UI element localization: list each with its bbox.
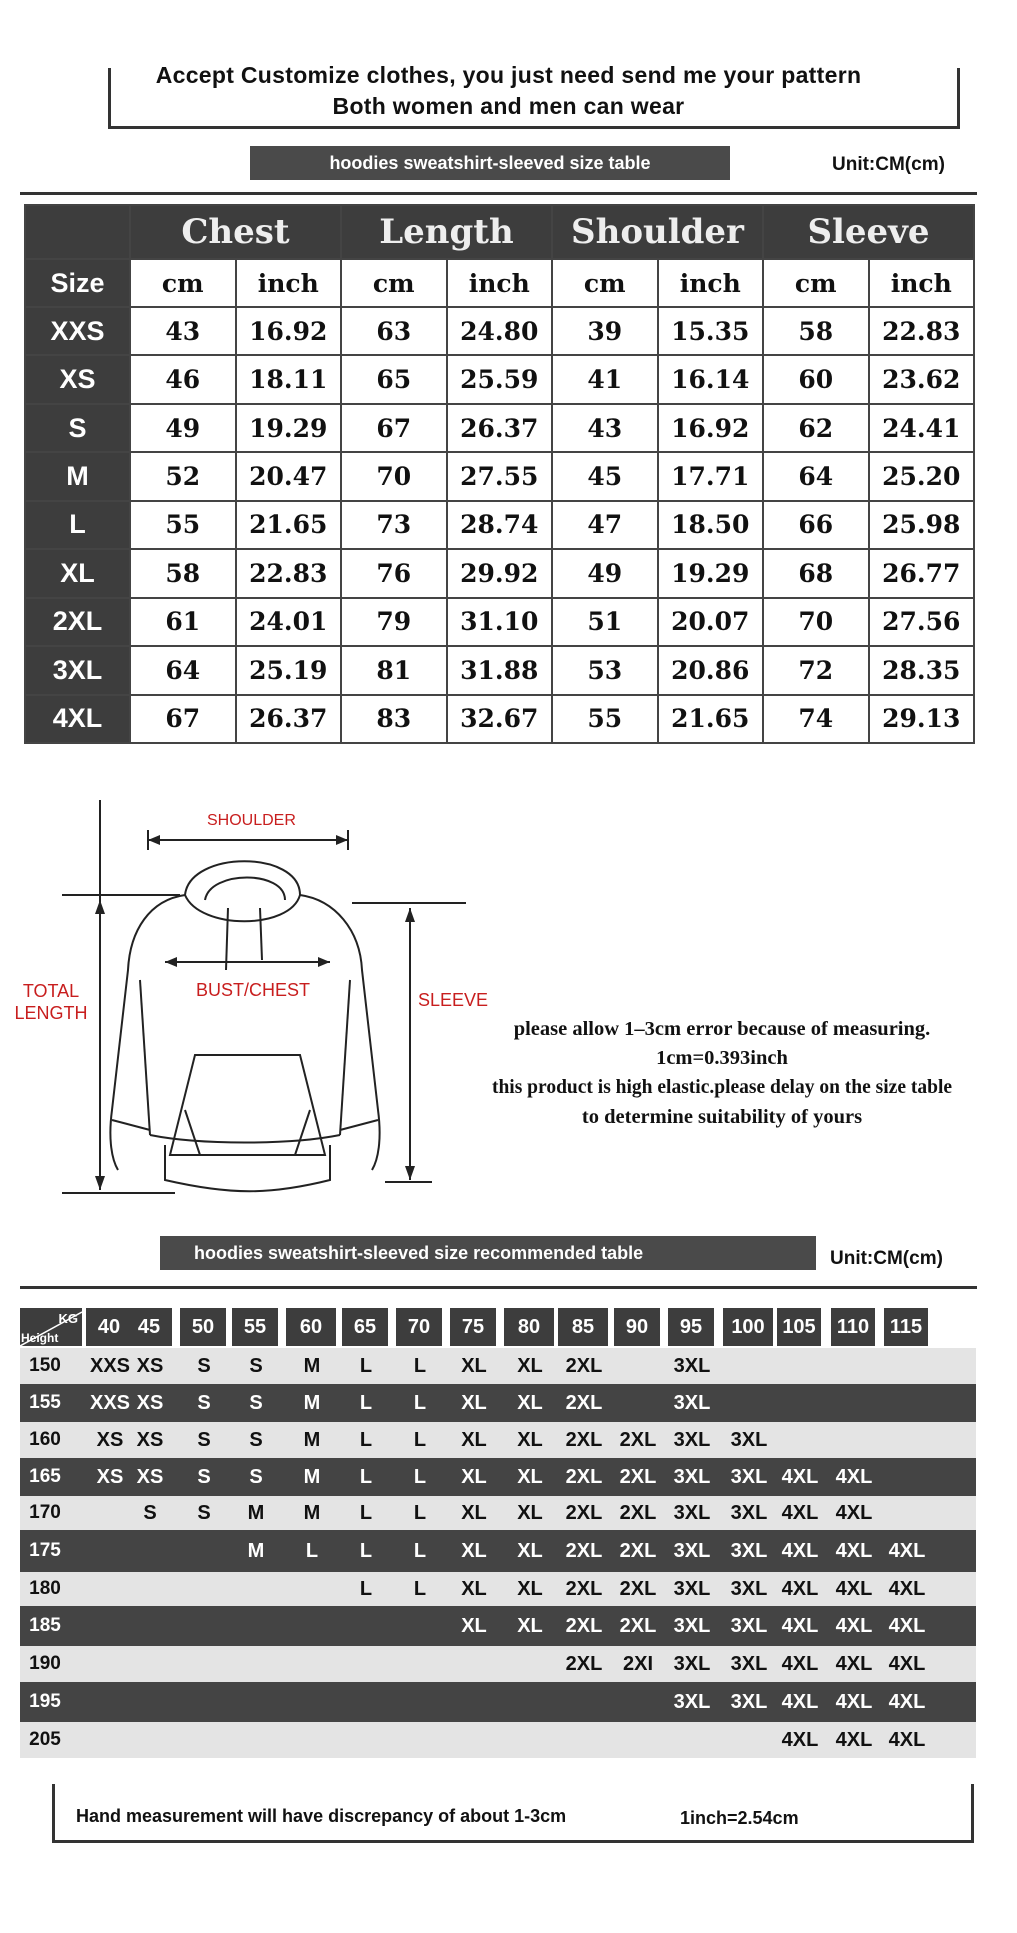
table-cell: XS <box>136 1428 164 1451</box>
table-cell: 47 <box>552 501 658 549</box>
table-cell: 4XL <box>781 1614 819 1637</box>
table-cell: 2XL <box>565 1501 603 1524</box>
weight-header: 115 <box>884 1308 928 1346</box>
table-row <box>25 501 974 549</box>
table-cell: 3XL <box>673 1539 711 1562</box>
table-cell: 4XL <box>835 1465 873 1488</box>
table-cell: 3XL <box>673 1501 711 1524</box>
table-cell: 25.98 <box>869 501 975 549</box>
table-cell: 2XL <box>565 1354 603 1377</box>
table-cell: 76 <box>341 549 447 597</box>
table-cell: 4XL <box>835 1539 873 1562</box>
unit-header-inch: inch <box>869 259 975 307</box>
weight-header: 100 <box>723 1308 773 1346</box>
table-cell: 4XL <box>888 1614 926 1637</box>
table-cell: 4XL <box>835 1652 873 1675</box>
table-cell: 53 <box>552 646 658 694</box>
table-row <box>25 307 974 355</box>
table-cell: 2XL <box>619 1539 657 1562</box>
table-cell: L <box>359 1354 373 1377</box>
table-cell: M <box>303 1354 321 1377</box>
table-row <box>25 549 974 597</box>
table-cell: 3XL <box>673 1652 711 1675</box>
table-cell: XL <box>517 1577 543 1600</box>
table-cell: XL <box>461 1577 487 1600</box>
header-line-2: Both women and men can wear <box>332 93 685 119</box>
table-cell: 3XL <box>730 1539 768 1562</box>
table-cell: L <box>305 1539 319 1562</box>
table-cell: 26.37 <box>236 695 342 744</box>
table-cell: 70 <box>341 452 447 500</box>
table-cell: 60 <box>763 355 869 403</box>
table-cell: 4XL <box>888 1728 926 1751</box>
table-cell: 21.65 <box>658 695 764 744</box>
table-cell: 62 <box>763 404 869 452</box>
table-cell: 2XL <box>565 1428 603 1451</box>
header-line-1: Accept Customize clothes, you just need send me your pattern <box>155 62 862 88</box>
size-label: XXS <box>25 307 130 355</box>
table-cell: S <box>197 1465 211 1488</box>
unit-header-cm: cm <box>341 259 447 307</box>
table-cell: 26.77 <box>869 549 975 597</box>
size-table-unit-row <box>25 259 974 307</box>
table-cell: 2XL <box>619 1465 657 1488</box>
table-cell: 68 <box>763 549 869 597</box>
table-cell: 63 <box>341 307 447 355</box>
table-cell: 27.56 <box>869 598 975 646</box>
weight-header: 75 <box>450 1308 496 1346</box>
size-label: L <box>25 501 130 549</box>
table-cell: 4XL <box>781 1465 819 1488</box>
table-cell: XXS <box>89 1391 131 1414</box>
divider <box>20 1286 977 1289</box>
unit-header-inch: inch <box>236 259 342 307</box>
table-cell: XXS <box>89 1354 131 1377</box>
table-cell: 4XL <box>835 1728 873 1751</box>
unit-header-cm: cm <box>552 259 658 307</box>
size-label: 4XL <box>25 695 130 744</box>
table-cell: 29.13 <box>869 695 975 744</box>
table-cell: 3XL <box>673 1465 711 1488</box>
height-label: 205 <box>29 1729 61 1750</box>
table-cell: 74 <box>763 695 869 744</box>
bust-chest-label: BUST/CHEST <box>196 980 311 1000</box>
table-cell: 64 <box>763 452 869 500</box>
table-row <box>20 1530 976 1572</box>
table-cell: L <box>413 1577 427 1600</box>
table-cell: 4XL <box>781 1577 819 1600</box>
table-cell: 4XL <box>781 1728 819 1751</box>
weight-header-row <box>20 1308 976 1346</box>
group-header-sleeve: Sleeve <box>763 205 974 259</box>
size-label: XS <box>25 355 130 403</box>
table-cell: 66 <box>763 501 869 549</box>
table-cell: 17.71 <box>658 452 764 500</box>
table-cell: XS <box>136 1391 164 1414</box>
table-row <box>25 404 974 452</box>
table-row <box>25 598 974 646</box>
note-3: this product is high elastic.please delay on the size table <box>491 1077 953 1098</box>
table-cell: 3XL <box>730 1428 768 1451</box>
table-cell: 27.55 <box>447 452 553 500</box>
table-cell: L <box>359 1391 373 1414</box>
size-column-header: Size <box>25 259 130 307</box>
height-label: 185 <box>29 1615 61 1636</box>
size-label: 3XL <box>25 646 130 694</box>
table-cell: XS <box>96 1428 124 1451</box>
table-cell: 2XL <box>619 1501 657 1524</box>
table-cell: 24.80 <box>447 307 553 355</box>
table-cell: 20.86 <box>658 646 764 694</box>
table-cell: 45 <box>552 452 658 500</box>
weight-header: 55 <box>232 1308 278 1346</box>
table-cell: 4XL <box>888 1652 926 1675</box>
table-cell: 2XL <box>565 1391 603 1414</box>
table-cell: XL <box>517 1614 543 1637</box>
table-cell: XL <box>461 1391 487 1414</box>
table-cell: 3XL <box>730 1652 768 1675</box>
table-cell: 22.83 <box>236 549 342 597</box>
weight-header: 105 <box>777 1308 821 1346</box>
table-cell: 4XL <box>835 1690 873 1713</box>
table-cell: 58 <box>763 307 869 355</box>
table-cell: XL <box>517 1391 543 1414</box>
divider <box>20 192 977 195</box>
size-table <box>24 204 975 744</box>
height-label: 190 <box>29 1653 61 1674</box>
height-label: 155 <box>29 1392 61 1413</box>
table-cell: M <box>303 1391 321 1414</box>
table-cell: 16.14 <box>658 355 764 403</box>
table-row <box>20 1722 976 1758</box>
table-cell: L <box>359 1501 373 1524</box>
table-cell: L <box>413 1501 427 1524</box>
height-label: 150 <box>29 1355 61 1376</box>
table-cell: 83 <box>341 695 447 744</box>
table-cell: 79 <box>341 598 447 646</box>
table-cell: XS <box>136 1354 164 1377</box>
table-cell: XL <box>517 1354 543 1377</box>
weight-header: 90 <box>614 1308 660 1346</box>
table-cell: L <box>413 1465 427 1488</box>
table-cell: XL <box>517 1465 543 1488</box>
table-row <box>25 646 974 694</box>
table-cell: XS <box>96 1465 124 1488</box>
table-cell: 18.50 <box>658 501 764 549</box>
table-cell: S <box>197 1391 211 1414</box>
table-row <box>25 355 974 403</box>
table-cell: M <box>247 1539 265 1562</box>
table-cell: 24.01 <box>236 598 342 646</box>
table-cell: 4XL <box>888 1577 926 1600</box>
table-cell: M <box>303 1465 321 1488</box>
table-cell: 31.10 <box>447 598 553 646</box>
table-cell: L <box>413 1354 427 1377</box>
size-label: 2XL <box>25 598 130 646</box>
table-cell: 32.67 <box>447 695 553 744</box>
recommend-table-unit: Unit:CM(cm) <box>830 1248 943 1269</box>
table-cell: XL <box>461 1614 487 1637</box>
table-cell: M <box>303 1501 321 1524</box>
table-cell: XL <box>517 1428 543 1451</box>
table-cell: 55 <box>130 501 236 549</box>
table-cell: 2XL <box>565 1539 603 1562</box>
group-header-chest: Chest <box>130 205 341 259</box>
table-cell: 61 <box>130 598 236 646</box>
table-cell: 4XL <box>888 1539 926 1562</box>
size-label: XL <box>25 549 130 597</box>
table-cell: 23.62 <box>869 355 975 403</box>
table-cell: 18.11 <box>236 355 342 403</box>
table-cell: 3XL <box>673 1690 711 1713</box>
table-cell: XL <box>461 1539 487 1562</box>
table-cell: XL <box>461 1428 487 1451</box>
group-header-length: Length <box>341 205 552 259</box>
table-row <box>25 695 974 744</box>
table-cell: 20.47 <box>236 452 342 500</box>
table-cell: L <box>359 1465 373 1488</box>
table-cell: 3XL <box>673 1391 711 1414</box>
total-length-line-2: LENGTH <box>14 1003 88 1023</box>
table-cell: 4XL <box>781 1690 819 1713</box>
table-cell: 64 <box>130 646 236 694</box>
table-cell: 73 <box>341 501 447 549</box>
table-cell: 16.92 <box>236 307 342 355</box>
table-row <box>20 1384 976 1422</box>
table-cell: 2XL <box>619 1428 657 1451</box>
table-cell: 2XI <box>622 1652 654 1675</box>
table-cell: 55 <box>552 695 658 744</box>
table-row <box>20 1646 976 1682</box>
table-cell: 2XL <box>565 1614 603 1637</box>
weight-header: 40 <box>86 1308 132 1346</box>
table-row <box>20 1422 976 1458</box>
table-cell: XL <box>461 1501 487 1524</box>
weight-header: 95 <box>668 1308 714 1346</box>
recommend-table-title: hoodies sweatshirt-sleeved size recommended table <box>160 1236 816 1270</box>
table-cell: 4XL <box>781 1539 819 1562</box>
height-label: 170 <box>29 1502 61 1523</box>
size-label: S <box>25 404 130 452</box>
table-cell: 4XL <box>781 1652 819 1675</box>
table-corner <box>20 1308 82 1346</box>
table-cell: XS <box>136 1465 164 1488</box>
table-cell: 3XL <box>730 1614 768 1637</box>
weight-header: 45 <box>126 1308 172 1346</box>
table-cell: 28.35 <box>869 646 975 694</box>
table-cell: 2XL <box>565 1577 603 1600</box>
unit-header-cm: cm <box>130 259 236 307</box>
weight-header: 50 <box>180 1308 226 1346</box>
table-cell: XL <box>517 1501 543 1524</box>
height-label: 165 <box>29 1466 61 1487</box>
table-cell: 4XL <box>835 1614 873 1637</box>
table-cell: 70 <box>763 598 869 646</box>
table-cell: 67 <box>130 695 236 744</box>
table-cell: 3XL <box>673 1614 711 1637</box>
table-cell: 81 <box>341 646 447 694</box>
unit-header-inch: inch <box>447 259 553 307</box>
table-cell: 20.07 <box>658 598 764 646</box>
table-cell: 41 <box>552 355 658 403</box>
table-cell: 3XL <box>730 1577 768 1600</box>
table-cell: 49 <box>130 404 236 452</box>
table-cell: S <box>249 1354 263 1377</box>
table-cell: 2XL <box>619 1614 657 1637</box>
table-cell: L <box>359 1577 373 1600</box>
table-row <box>20 1496 976 1530</box>
table-cell: 25.19 <box>236 646 342 694</box>
table-cell: 49 <box>552 549 658 597</box>
table-cell: L <box>413 1391 427 1414</box>
footer-discrepancy: Hand measurement will have discrepancy of about 1-3cm <box>76 1806 567 1826</box>
table-cell: 22.83 <box>869 307 975 355</box>
footer-conversion: 1inch=2.54cm <box>680 1808 799 1828</box>
group-header-shoulder: Shoulder <box>552 205 763 259</box>
table-cell: 67 <box>341 404 447 452</box>
total-length-line-1: TOTAL <box>22 981 80 1001</box>
table-cell: 58 <box>130 549 236 597</box>
table-cell: 24.41 <box>869 404 975 452</box>
table-cell: 3XL <box>730 1465 768 1488</box>
size-label: M <box>25 452 130 500</box>
table-row <box>20 1348 976 1384</box>
note-2: 1cm=0.393inch <box>656 1047 788 1069</box>
table-cell: 25.20 <box>869 452 975 500</box>
table-cell: 4XL <box>781 1501 819 1524</box>
sleeve-label: SLEEVE <box>418 990 489 1010</box>
table-cell: 43 <box>130 307 236 355</box>
table-cell: 28.74 <box>447 501 553 549</box>
table-cell: 4XL <box>888 1690 926 1713</box>
table-cell: XL <box>517 1539 543 1562</box>
table-cell: 3XL <box>673 1428 711 1451</box>
table-cell: 4XL <box>835 1501 873 1524</box>
table-cell: 52 <box>130 452 236 500</box>
weight-header: 60 <box>286 1308 336 1346</box>
total-length-label <box>14 980 88 1024</box>
table-cell: L <box>413 1428 427 1451</box>
table-cell: 43 <box>552 404 658 452</box>
table-cell: L <box>413 1539 427 1562</box>
table-cell: 2XL <box>619 1577 657 1600</box>
corner-height-label: Height <box>21 1331 59 1345</box>
shoulder-label: SHOULDER <box>207 812 296 829</box>
weight-header: 70 <box>396 1308 442 1346</box>
table-row <box>20 1572 976 1606</box>
table-row <box>25 452 974 500</box>
table-cell: 72 <box>763 646 869 694</box>
size-table-group-row <box>25 205 974 259</box>
size-table-unit: Unit:CM(cm) <box>832 154 945 175</box>
table-cell: 65 <box>341 355 447 403</box>
table-cell: S <box>143 1501 157 1524</box>
corner-kg-label: KG <box>58 1311 78 1326</box>
table-cell: 39 <box>552 307 658 355</box>
weight-header: 80 <box>504 1308 554 1346</box>
table-cell: S <box>197 1354 211 1377</box>
table-cell: 19.29 <box>658 549 764 597</box>
table-cell: XL <box>461 1354 487 1377</box>
table-cell: 3XL <box>730 1501 768 1524</box>
unit-header-cm: cm <box>763 259 869 307</box>
size-table-corner <box>25 205 130 259</box>
weight-header: 110 <box>831 1308 875 1346</box>
table-cell: 15.35 <box>658 307 764 355</box>
table-cell: L <box>359 1428 373 1451</box>
table-cell: S <box>197 1501 211 1524</box>
table-cell: S <box>249 1428 263 1451</box>
table-cell: 26.37 <box>447 404 553 452</box>
table-row <box>20 1682 976 1722</box>
height-label: 180 <box>29 1578 61 1599</box>
table-cell: 51 <box>552 598 658 646</box>
table-cell: 29.92 <box>447 549 553 597</box>
table-cell: M <box>303 1428 321 1451</box>
table-cell: XL <box>461 1465 487 1488</box>
table-cell: M <box>247 1501 265 1524</box>
table-cell: 46 <box>130 355 236 403</box>
table-cell: 31.88 <box>447 646 553 694</box>
table-cell: 4XL <box>835 1577 873 1600</box>
table-cell: 3XL <box>730 1690 768 1713</box>
height-label: 195 <box>29 1691 61 1712</box>
table-cell: 25.59 <box>447 355 553 403</box>
note-1: please allow 1–3cm error because of measuring. <box>513 1018 931 1040</box>
table-cell: S <box>249 1391 263 1414</box>
table-cell: 3XL <box>673 1577 711 1600</box>
table-cell: L <box>359 1539 373 1562</box>
size-table-title: hoodies sweatshirt-sleeved size table <box>250 146 730 180</box>
table-cell: 3XL <box>673 1354 711 1377</box>
weight-header: 65 <box>342 1308 388 1346</box>
height-label: 160 <box>29 1429 61 1450</box>
table-row <box>20 1606 976 1646</box>
table-cell: S <box>197 1428 211 1451</box>
weight-header: 85 <box>558 1308 608 1346</box>
table-cell: 2XL <box>565 1652 603 1675</box>
table-cell: S <box>249 1465 263 1488</box>
table-cell: 16.92 <box>658 404 764 452</box>
table-cell: 21.65 <box>236 501 342 549</box>
note-4: to determine suitability of yours <box>581 1106 863 1128</box>
height-label: 175 <box>29 1540 61 1561</box>
unit-header-inch: inch <box>658 259 764 307</box>
table-cell: 19.29 <box>236 404 342 452</box>
table-cell: 2XL <box>565 1465 603 1488</box>
table-row <box>20 1458 976 1496</box>
